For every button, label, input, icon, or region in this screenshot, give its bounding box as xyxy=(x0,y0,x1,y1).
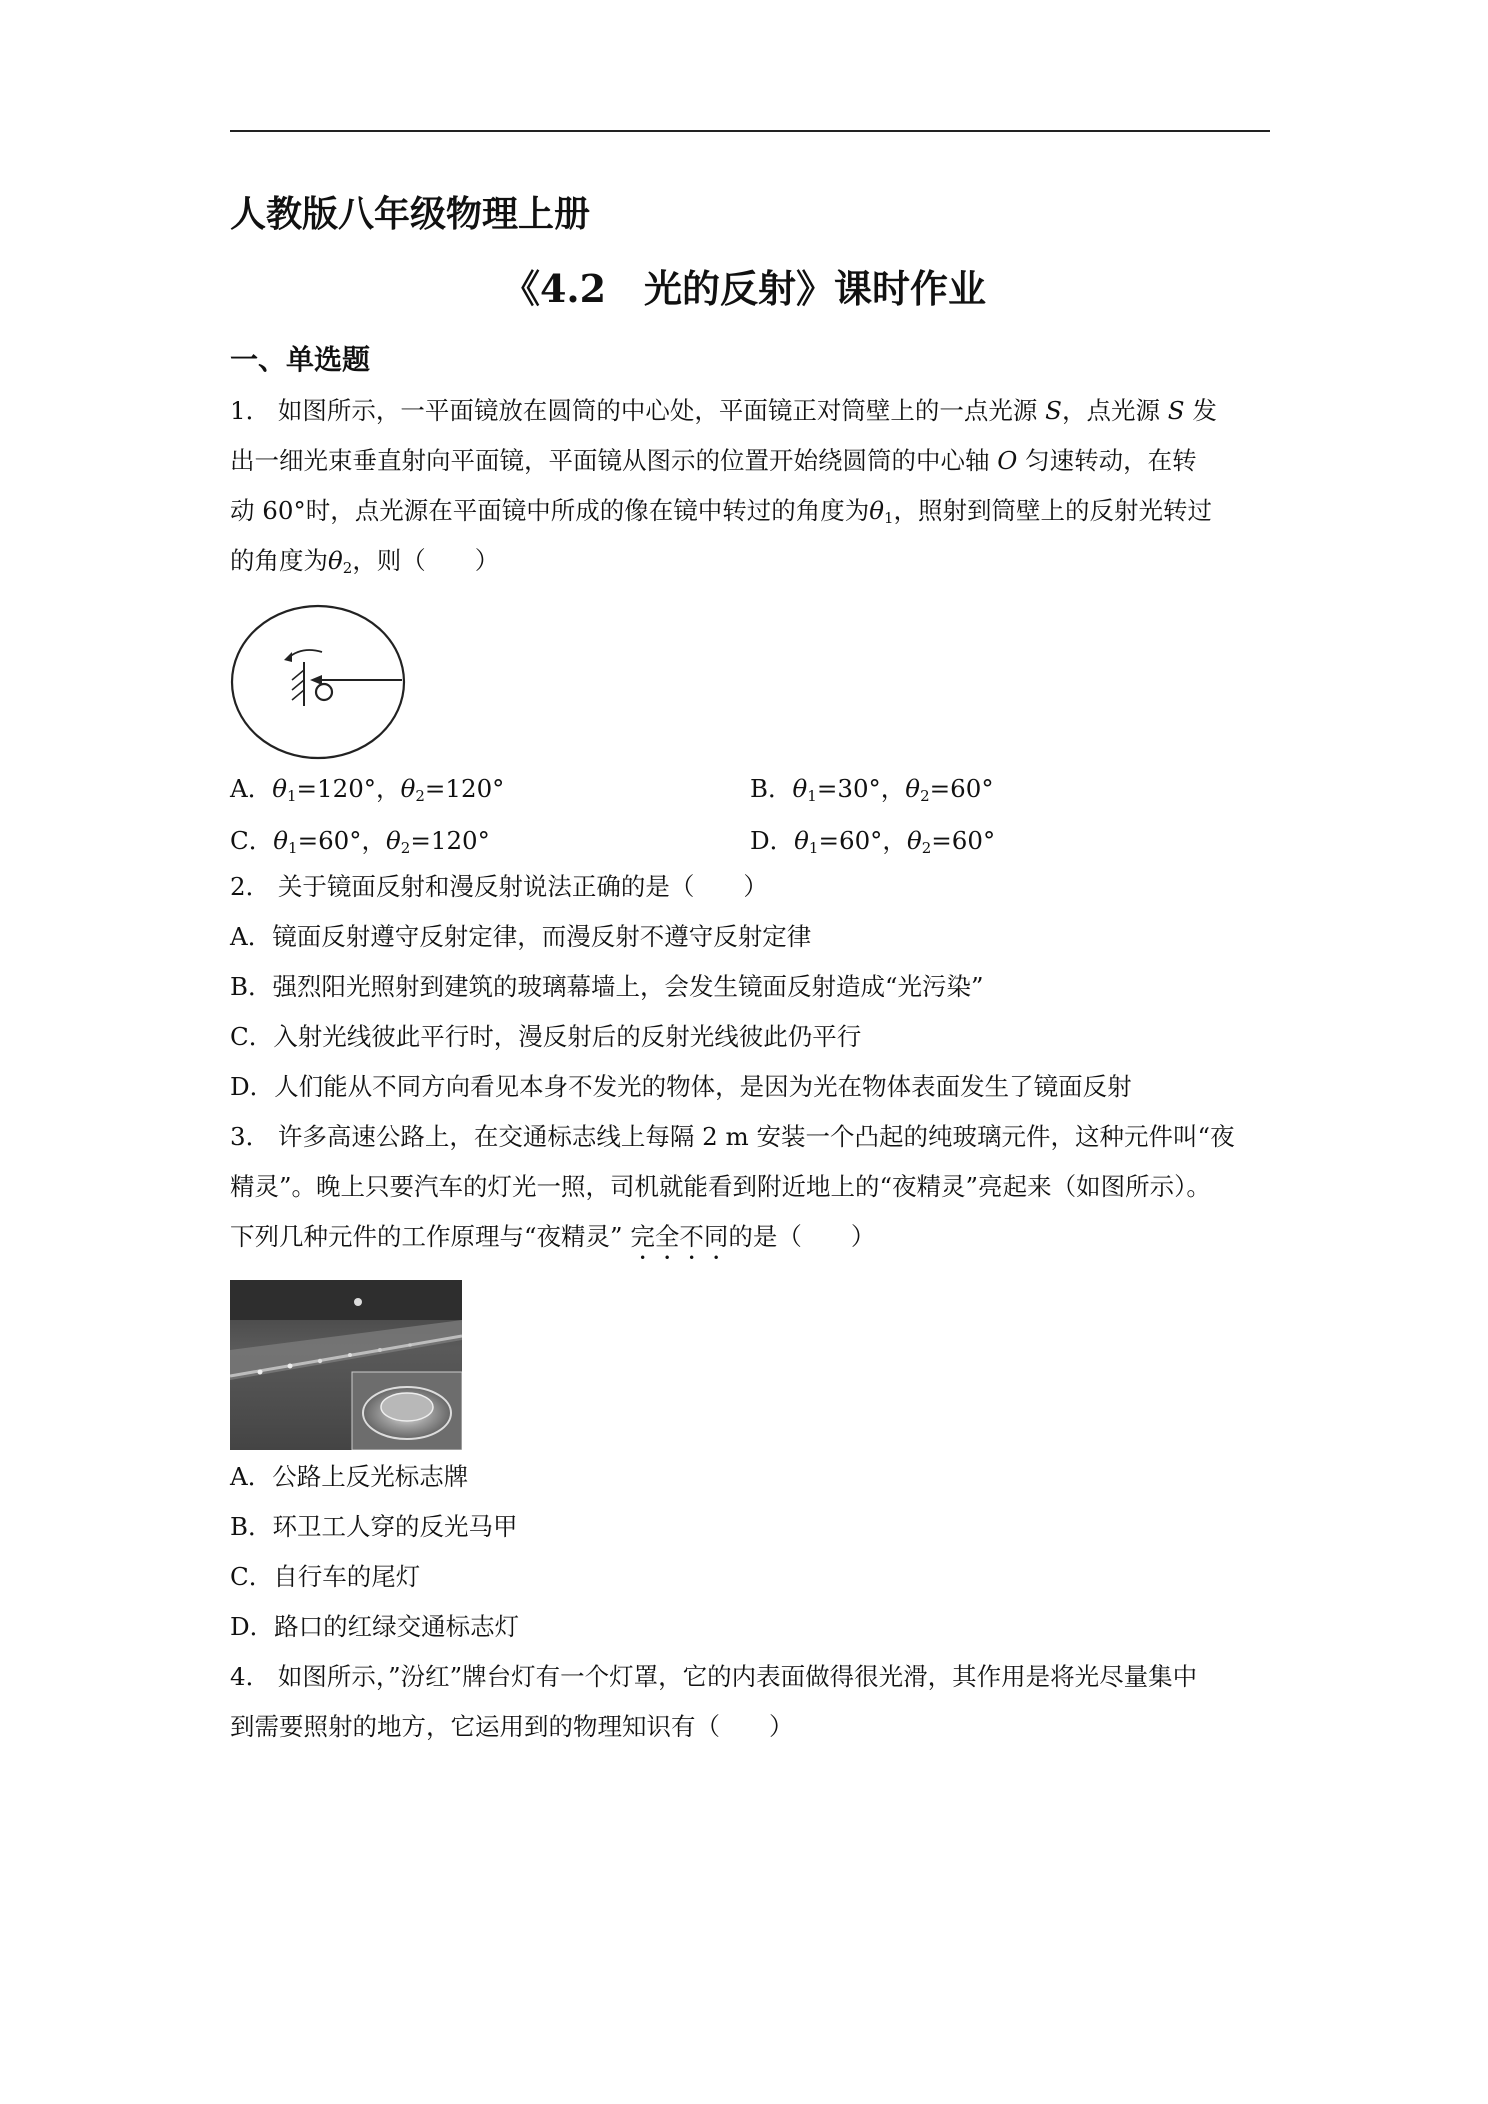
q1-line-2: 出一细光束垂直射向平面镜，平面镜从图示的位置开始绕圆筒的中心轴 O 匀速转动，在转 xyxy=(230,446,1197,475)
q2-option-d: D．人们能从不同方向看见本身不发光的物体，是因为光在物体表面发生了镜面反射 xyxy=(230,1072,1132,1101)
q1-option-c: C．$\theta_1=60^\circ$，$\theta_2=120^\circ$ xyxy=(230,826,490,857)
q2-option-b: B．强烈阳光照射到建筑的玻璃幕墙上，会发生镜面反射造成“光污染” xyxy=(230,972,984,1001)
q2-stem: 2． 关于镜面反射和漫反射说法正确的是（ ） xyxy=(230,872,768,901)
q4-line-2: 到需要照射的地方，它运用到的物理知识有（ ） xyxy=(230,1712,794,1741)
q4-line-1: 4． 如图所示，”汾红”牌台灯有一个灯罩，它的内表面做得很光滑，其作用是将光尽量集中 xyxy=(230,1662,1198,1691)
q1-option-a: A．$\theta_1=120^\circ$，$\theta_2=120^\circ$ xyxy=(230,774,505,805)
q1-option-d: D．$\theta_1=60^\circ$，$\theta_2=60^\circ$ xyxy=(750,826,996,857)
header-rule xyxy=(230,130,1270,132)
q3-option-c: C．自行车的尾灯 xyxy=(230,1562,421,1591)
q3-option-a: A．公路上反光标志牌 xyxy=(230,1462,469,1491)
center-axis-o xyxy=(316,684,332,700)
q3-line-3: 下列几种元件的工作原理与“夜精灵” 完全不同的是（ ） xyxy=(230,1222,876,1251)
lesson-title: 《4.2 光的反射》课时作业 xyxy=(501,266,987,311)
q1-line-1: 1． 如图所示，一平面镜放在圆筒的中心处，平面镜正对筒壁上的一点光源 S，点光源 S 发 xyxy=(230,396,1217,425)
q3-option-d: D．路口的红绿交通标志灯 xyxy=(230,1612,520,1641)
q1-option-b: B．$\theta_1=30^\circ$，$\theta_2=60^\circ$ xyxy=(750,774,994,805)
q1-cylinder-figure xyxy=(230,600,410,760)
q1-line-4: 的角度为$\theta_2$，则（ ） xyxy=(230,546,500,577)
q3-line-1: 3． 许多高速公路上，在交通标志线上每隔 2 m 安装一个凸起的纯玻璃元件，这种元件叫“夜 xyxy=(230,1122,1235,1151)
q3-option-b: B．环卫工人穿的反光马甲 xyxy=(230,1512,518,1541)
q1-line-3: 动 60°时，点光源在平面镜中所成的像在镜中转过的角度为$\theta_1$，照射到筒壁上的反射光转过 xyxy=(230,496,1213,527)
section-title: 一、单选题 xyxy=(230,343,371,376)
emphasized-text: 完全不同 xyxy=(630,1222,729,1251)
document-title: 人教版八年级物理上册 xyxy=(230,194,591,235)
q3-road-photo xyxy=(230,1280,462,1450)
rotation-arrow-icon xyxy=(288,650,322,658)
q2-option-a: A．镜面反射遵守反射定律，而漫反射不遵守反射定律 xyxy=(230,922,812,951)
q3-line-2: 精灵”。晚上只要汽车的灯光一照，司机就能看到附近地上的“夜精灵”亮起来（如图所示）。 xyxy=(230,1172,1211,1201)
q2-option-c: C．入射光线彼此平行时，漫反射后的反射光线彼此仍平行 xyxy=(230,1022,862,1051)
